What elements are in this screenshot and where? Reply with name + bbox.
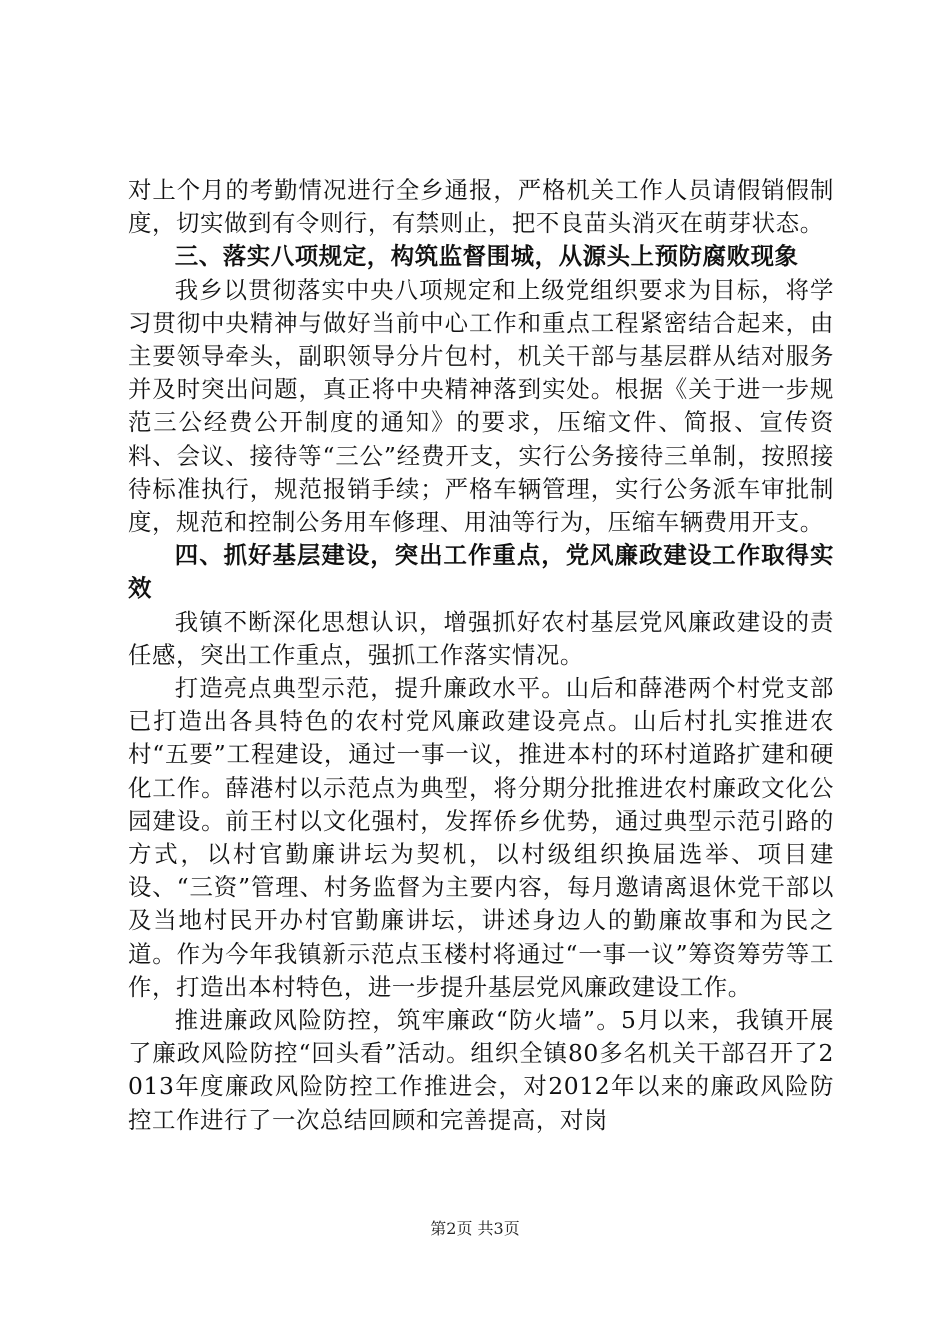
page-number-footer: 第2页 共3页 (430, 1219, 520, 1238)
body-paragraph: 对上个月的考勤情况进行全乡通报，严格机关工作人员请假销假制度，切实做到有令则行，有禁则止，把不良苗头消灭在萌芽状态。 (128, 176, 834, 238)
section-heading-three: 三、落实八项规定，构筑监督围城，从源头上预防腐败现象 (174, 242, 799, 271)
body-paragraph: 我乡以贯彻落实中央八项规定和上级党组织要求为目标，将学习贯彻中央精神与做好当前中心工作和重点工程紧密结合起来，由主要领导牵头，副职领导分片包村，机关干部与基层群从结对服务并及时突出问题，真正将中央精神落到实处。根据《关于进一步规范三公经费公开制度的通知》的要求，压缩文件、简报、宣传资料、会议、接待等“三公”经费开支，实行公务接待三单制，按照接待标准执行，规范报销手续；严格车辆管理，实行公务派车审批制度，规范和控制公务用车修理、用油等行为，压缩车辆费用开支。 (128, 275, 834, 537)
body-paragraph: 打造亮点典型示范，提升廉政水平。山后和薛港两个村党支部已打造出各具特色的农村党风廉政建设亮点。山后村扎实推进农村“五要”工程建设，通过一事一议，推进本村的环村道路扩建和硬化工作。薛港村以示范点为典型，将分期分批推进农村廉政文化公园建设。前王村以文化强村，发挥侨乡优势，通过典型示范引路的方式，以村官勤廉讲坛为契机，以村级组织换届选举、项目建设、“三资”管理、村务监督为主要内容，每月邀请离退休党干部以及当地村民开办村官勤廉讲坛，讲述身边人的勤廉故事和为民之道。作为今年我镇新示范点玉楼村将通过“一事一议”筹资筹劳等工作，打造出本村特色，进一步提升基层党风廉政建设工作。 (128, 674, 834, 1001)
body-paragraph: 我镇不断深化思想认识，增强抓好农村基层党风廉政建设的责任感，突出工作重点，强抓工作落实情况。 (128, 607, 834, 669)
section-heading-four: 四、抓好基层建设，突出工作重点，党风廉政建设工作取得实效 (128, 541, 834, 603)
body-paragraph: 推进廉政风险防控，筑牢廉政“防火墙”。5月以来，我镇开展了廉政风险防控“回头看”活动。组织全镇80多名机关干部召开了2013年度廉政风险防控工作推进会，对2012年以来的廉政风险防控工作进行了一次总结回顾和完善提高，对岗 (128, 1006, 834, 1134)
document-body (128, 174, 834, 1137)
